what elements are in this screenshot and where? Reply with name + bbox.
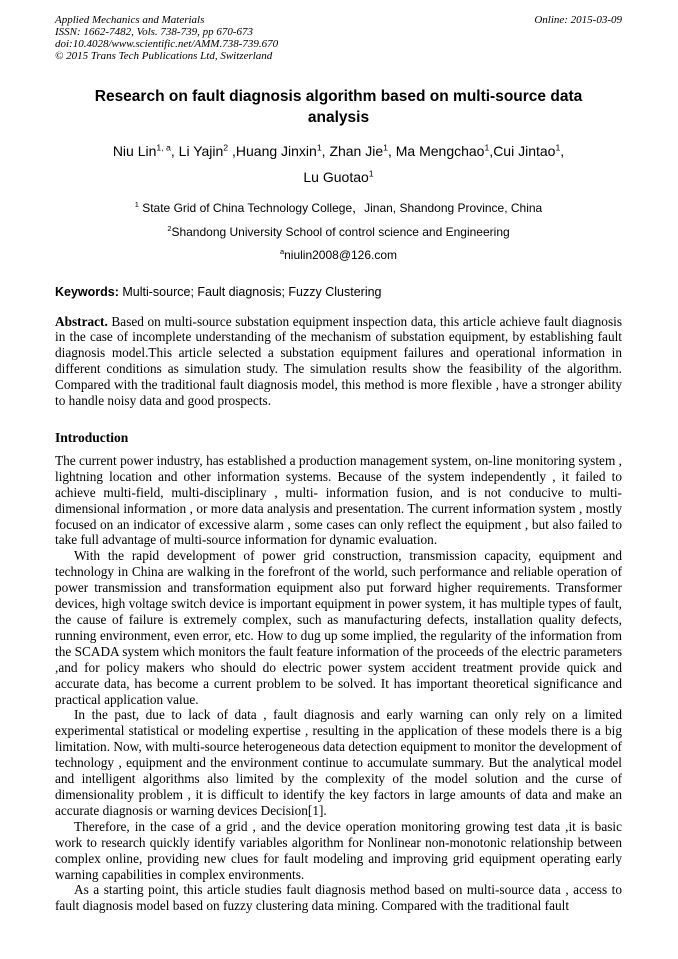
publication-info [55, 14, 278, 62]
author-name: Niu Lin$^{1, a}$, [112, 142, 179, 159]
copyright-line: © 2015 Trans Tech Publications Ltd, Switzerland [55, 50, 273, 62]
abstract-label: Abstract. [55, 313, 108, 329]
author-name: Lu Guotao$^1$ [303, 168, 374, 185]
author-superscript: 1 [316, 142, 322, 153]
author-separator: , [560, 143, 565, 159]
keywords-label: Keywords: [55, 284, 119, 299]
keywords-text: Multi-source; Fault diagnosis; Fuzzy Clustering [118, 284, 382, 299]
online-date: Online: 2015-03-09 [534, 14, 622, 26]
author-superscript: 1 [484, 142, 490, 153]
affiliation-superscript: 1 [134, 200, 139, 209]
section-heading-introduction: Introduction [55, 429, 129, 445]
author-superscript: 2 [223, 142, 229, 153]
author-name: Cui Jintao$^1$, [493, 142, 565, 159]
affiliation-superscript: 2 [167, 223, 172, 233]
paper-title: Research on fault diagnosis algorithm based on multi-source data analysis [94, 88, 583, 126]
author-superscript: 1, a [156, 142, 171, 153]
intro-paragraph: With the rapid development of power grid construction, transmission capacity, equipment and technology in China are walking in the forefront of the world, such performance and reliable operation of power transmission and transformation equipment also put forward higher requirements. Transformer devices, high voltage switch device is important equipment in power system, it has multiple types of fault, the cause of failure is extremely complex, such as manufacturing defects, installation quality defects, running environment, even error, etc. How to dug up some implied, the regularity of the information from the SCADA system which monitors the fault feature information of the proceeds of the electric parameters ,and for policy makers who should do electric power system accident treatment provide quick and accurate data, has become a current problem to be solved. It has important theoretical significance and practical application value. [55, 548, 622, 707]
affiliation-2: $^2$Shandong University School of control science and Engineering [167, 223, 510, 239]
author-separator: , [228, 143, 236, 159]
author-name: Li Yajin$^2$ , [178, 142, 236, 159]
author-separator: , [321, 143, 330, 159]
authors-line-2 [55, 164, 622, 190]
affiliations-block [55, 197, 622, 268]
author-email: $^a$niulin2008@126.com [279, 247, 398, 262]
email-superscript: a [279, 247, 285, 256]
intro-paragraph: The current power industry, has established a production management system, on-line monitoring system , lightning location and other information systems. Because of the system independently , it failed to achieve multi-field, multi-disciplinary , multi- information fusion, and is not conducive to multi-dimensional information , or more data analysis and presentation. The current information system , mostly focused on an indicator of excessive alarm , some cases can only reflect the equipment , but also failed to take full advantage of multi-source information for dynamic evaluation. [55, 452, 622, 548]
author-superscript: 1 [368, 168, 374, 179]
journal-name: Applied Mechanics and Materials [55, 14, 205, 26]
author-separator: , [170, 143, 179, 159]
intro-paragraph: Therefore, in the case of a grid , and the device operation monitoring growing test data ,it is basic work to research quickly identify variables algorithm for Nonlinear non-monotonic relationship between complex online, providing new clues for fault modeling and improving grid equipment operating early warning capabilities in complex environments. [55, 818, 622, 882]
introduction-section [55, 430, 622, 914]
abstract [55, 314, 622, 409]
author-name: Huang Jinxin$^1$, [235, 142, 330, 159]
authors-line-1 [55, 138, 622, 164]
abstract-text: Based on multi-source substation equipment inspection data, this article achieve fault diagnosis in the case of incomplete understanding of the mechanism of substation equipment, by establishing fault diagnosis model.This article selected a substation equipment failures and operational information in different conditions as simulation study. The simulation results show the feasibility of the algorithm. Compared with the traditional fault diagnosis model, this method is more flexible , have a stronger ability to handle noisy data and good prospects. [55, 313, 622, 409]
keywords-line [55, 285, 622, 300]
issn-line: ISSN: 1662-7482, Vols. 738-739, pp 670-673 [55, 26, 253, 38]
author-name: Ma Mengchao$^1$, [395, 142, 494, 159]
publication-header [55, 14, 622, 62]
author-name: Zhan Jie$^1$, [329, 142, 396, 159]
author-separator: , [387, 143, 396, 159]
intro-paragraph: As a starting point, this article studies fault diagnosis method based on multi-source data , access to fault diagnosis model based on fuzzy clustering data mining. Compared with the traditional fault [55, 882, 622, 914]
author-superscript: 1 [383, 142, 388, 153]
affiliation-1: $^1$ State Grid of China Technology College，Jinan, Shandong Province, China [134, 200, 543, 215]
author-superscript: 1 [555, 142, 561, 153]
intro-paragraph: In the past, due to lack of data , fault diagnosis and early warning can only rely on a limited experimental statistical or modeling expertise , resulting in the application of these models there is a big limitation. Now, with multi-source heterogeneous data detection equipment to monitor the development of technology , equipment and the environment continue to accumulate summary. But the analytical model and intelligent algorithms also limited by the complexity of the model solution and the curse of dimensionality problem , it is difficult to identify the key factors in large amounts of data and make an accurate diagnosis or warning devices Decision[1]. [55, 707, 622, 818]
authors-block [55, 138, 622, 190]
doi-line: doi:10.4028/www.scientific.net/AMM.738-739.670 [55, 38, 279, 50]
author-separator: , [489, 143, 494, 159]
